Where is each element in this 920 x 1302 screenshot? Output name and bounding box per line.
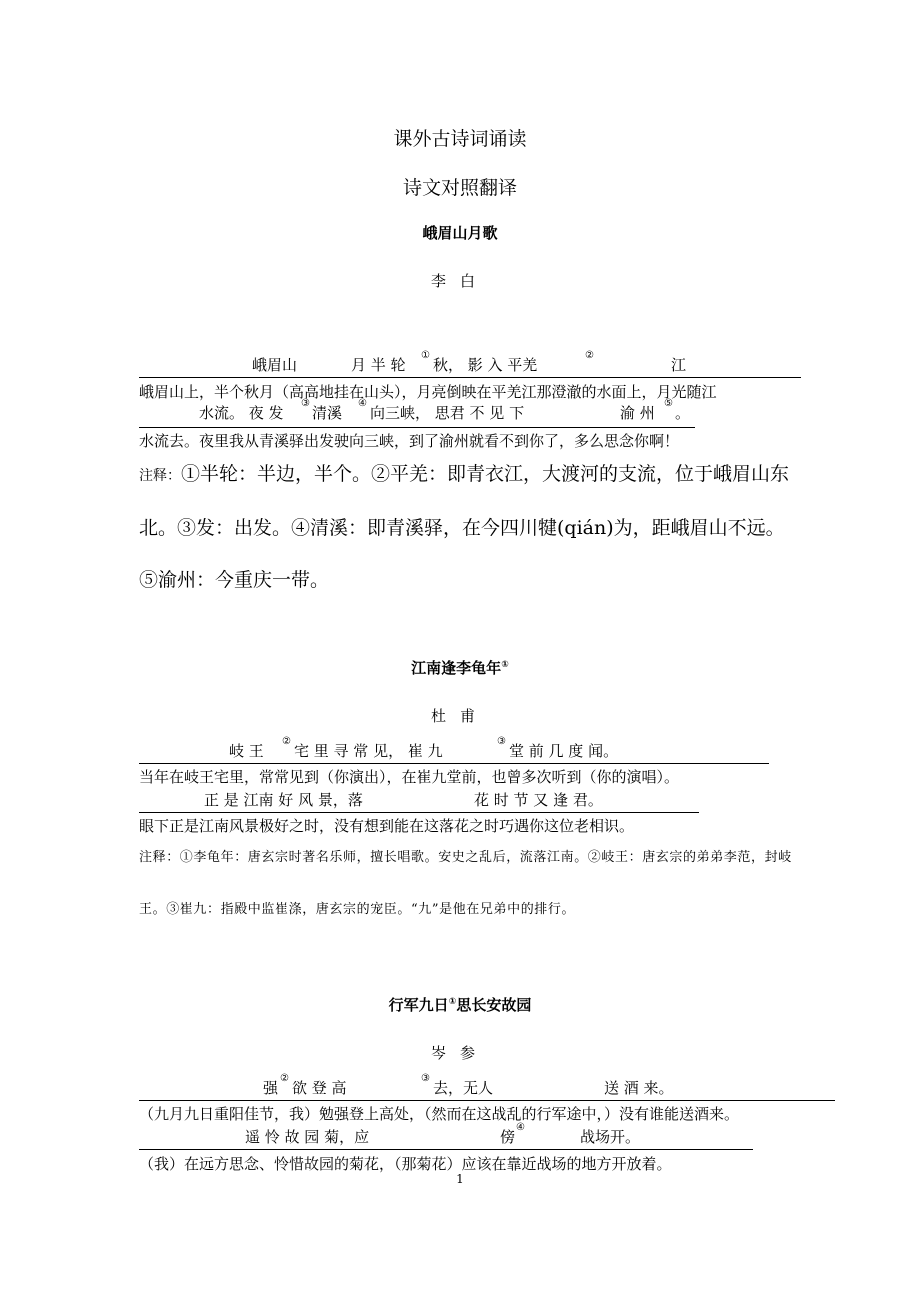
notes-text: ①半轮：半边，半个。②平羌：即青衣江，大渡河的支流，位于峨眉山东北。③发：出发。④清溪：即青溪驿，在今四川犍(qián)为，距峨眉山不远。⑤渝州：今重庆一带。 <box>139 463 790 591</box>
verse-segment: 遥 怜 故 园 菊，应 <box>245 1128 370 1146</box>
verse-segment: 岐 王 <box>229 742 264 760</box>
verse-line <box>0 1122 920 1148</box>
translation-line: 水流去。夜里我从青溪驿出发驶向三峡，到了渝州就看不到你了，多么思念你啊！ <box>139 432 680 450</box>
verse-rule <box>139 1149 753 1150</box>
verse-rule <box>139 1100 835 1101</box>
page-title: 课外古诗词诵读 <box>393 128 527 150</box>
translation-line: 当年在岐王宅里，常常见到（你演出），在崔九堂前，也曾多次听到（你的演唱）。 <box>139 768 680 786</box>
verse-segment: 水流。 夜 发 <box>199 404 284 422</box>
verse-segment: 花 时 节 又 逢 君。 <box>474 791 603 809</box>
verse-segment: 峨眉山 <box>252 356 298 374</box>
verse-segment: 欲 登 高 <box>292 1079 347 1097</box>
footnote-mark: ③ <box>301 398 310 409</box>
poem-title <box>0 994 920 1015</box>
translation-line: 眼下正是江南风景极好之时，没有想到能在这落花之时巧遇你这位老相识。 <box>139 817 635 835</box>
verse-line <box>0 736 920 762</box>
verse-line <box>0 789 920 811</box>
poem-title-text: 行军九日 <box>388 996 449 1014</box>
translation-line: （九月九日重阳佳节，我）勉强登上高处，（然而在这战乱的行军途中，）没有谁能送酒来。 <box>139 1105 740 1123</box>
verse-segment: 江 <box>671 356 687 374</box>
verse-segment: 去，无人 <box>433 1079 494 1097</box>
poem-author: 李白 <box>430 272 489 290</box>
footnote-mark: ① <box>448 997 457 1007</box>
verse-segment: 正 是 江南 好 风 景，落 <box>204 791 363 809</box>
verse-segment: 傍 <box>500 1128 516 1146</box>
verse-line <box>0 398 920 424</box>
page-subtitle: 诗文对照翻译 <box>402 177 517 199</box>
footnote-mark: ② <box>280 1073 289 1084</box>
footnote-mark: ① <box>421 350 430 361</box>
poem-title: 峨眉山月歌 <box>422 224 498 242</box>
verse-line <box>0 350 920 376</box>
verse-segment: 。 <box>675 404 691 422</box>
verse-segment: 向三峡， 思君 不 见 下 <box>370 404 525 422</box>
footnote-mark: ③ <box>497 736 506 747</box>
verse-segment: 渝 州 <box>620 404 655 422</box>
translation-line: （我）在远方思念、怜惜故园的菊花，（那菊花）应该在靠近战场的地方开放着。 <box>139 1155 672 1173</box>
poem-title-text: 思长安故园 <box>456 996 532 1014</box>
footnote-mark: ⑤ <box>664 398 673 409</box>
verse-rule <box>139 377 801 378</box>
verse-line <box>0 1073 920 1099</box>
footnote-mark: ④ <box>516 1122 525 1133</box>
verse-rule <box>139 812 699 813</box>
poem-notes: 注释：①李龟年：唐玄宗时著名乐师，擅长唱歌。安史之乱后，流落江南。②岐王：唐玄宗的弟弟李范，封岐王。③崔九：指殿中监崔涤，唐玄宗的宠臣。“九”是他在兄弟中的排行。 <box>139 850 792 917</box>
page-number: 1 <box>456 1172 464 1186</box>
translation-line: 峨眉山上，半个秋月（高高地挂在山头），月亮倒映在平羌江那澄澈的水面上，月光随江 <box>139 383 717 401</box>
verse-rule <box>139 763 769 764</box>
verse-segment: 战场开。 <box>580 1128 641 1146</box>
footnote-mark: ③ <box>421 1073 430 1084</box>
verse-segment: 秋， 影 入 平羌 <box>433 356 538 374</box>
verse-segment: 送 酒 来。 <box>604 1079 674 1097</box>
poem-title-text: 江南逢李龟年 <box>411 659 502 677</box>
verse-segment: 强 <box>263 1079 279 1097</box>
poem-notes <box>139 448 799 606</box>
verse-segment: 宅 里 寻 常 见， 崔 九 <box>294 742 443 760</box>
verse-segment: 堂 前 几 度 闻。 <box>509 742 619 760</box>
poem-title <box>0 657 920 678</box>
footnote-mark: ② <box>585 350 594 361</box>
verse-segment: 月 半 轮 <box>351 356 406 374</box>
footnote-mark: ① <box>501 660 509 670</box>
poem-author: 杜甫 <box>430 707 489 725</box>
poem-author: 岑参 <box>430 1044 489 1062</box>
notes-label: 注释： <box>139 468 181 484</box>
footnote-mark: ② <box>282 736 291 747</box>
verse-segment: 清溪 <box>312 404 343 422</box>
verse-rule <box>139 427 695 428</box>
footnote-mark: ④ <box>358 398 367 409</box>
